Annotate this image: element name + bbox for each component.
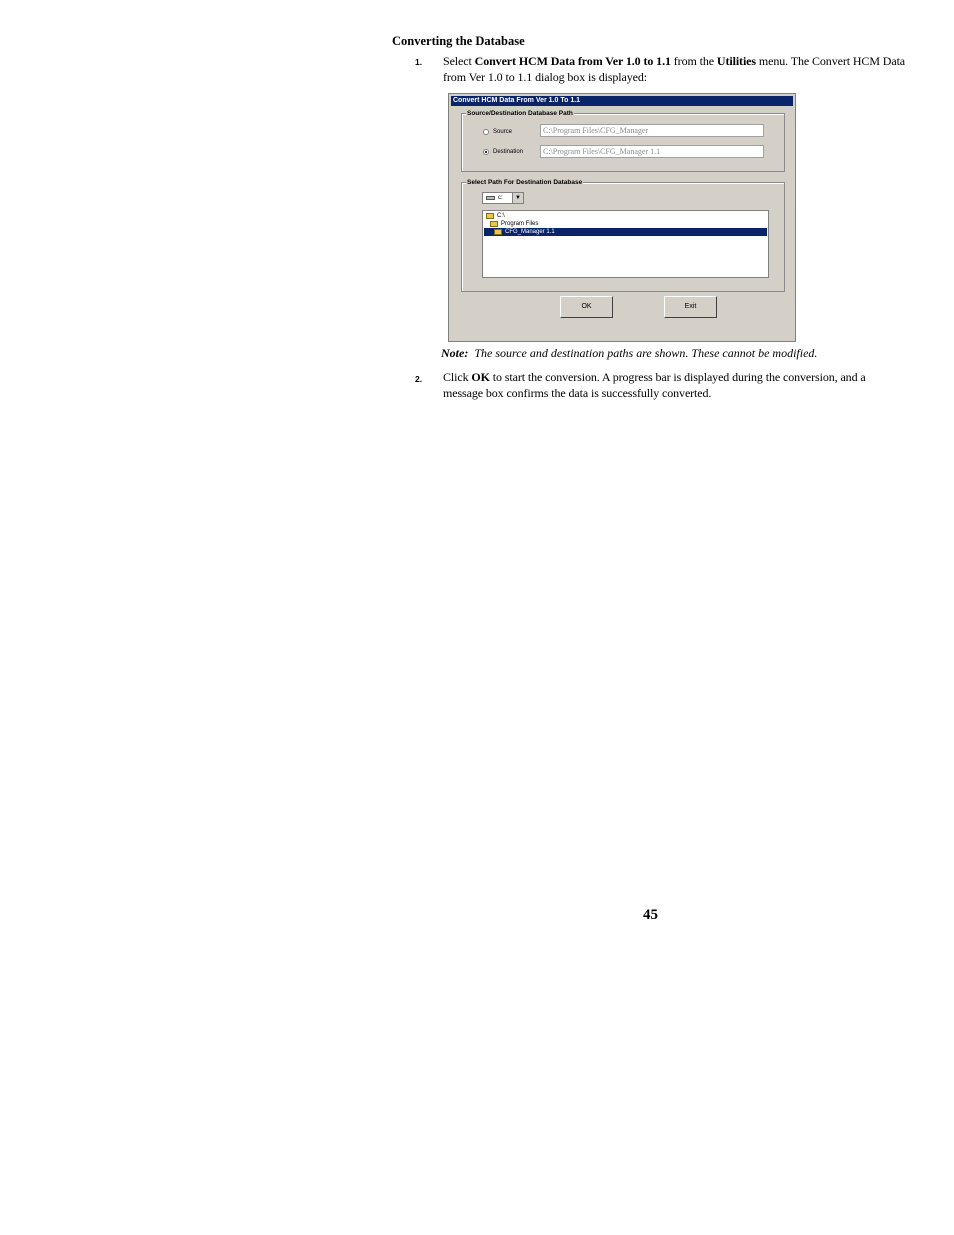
destination-radio[interactable]	[483, 149, 489, 155]
step-1-line-1	[443, 53, 905, 69]
step-1-line-2: from Ver 1.0 to 1.1 dialog box is displayed:	[443, 70, 648, 84]
page-number: 45	[643, 907, 658, 923]
note-text: The source and destination paths are shown. These cannot be modified.	[474, 346, 818, 360]
step-1-menu-command: Convert HCM Data from Ver 1.0 to 1.1	[474, 54, 671, 68]
step-1-menu-name: Utilities	[716, 54, 756, 68]
folder-icon	[490, 221, 498, 227]
exit-button[interactable]: Exit	[664, 296, 717, 318]
note-label: Note:	[441, 346, 469, 360]
folder-icon	[494, 229, 502, 235]
chevron-down-icon[interactable]: ▼	[512, 193, 523, 203]
step-2-line-1	[443, 369, 866, 385]
folder-label: Program Files	[501, 221, 539, 227]
destination-path-group-label: Select Path For Destination Database	[467, 179, 583, 186]
step-2-button-name: OK	[471, 370, 490, 384]
step-2-text: Click	[443, 370, 472, 384]
note	[441, 346, 817, 361]
step-2-line-2: message box confirms the data is successfully converted.	[443, 386, 712, 400]
step-2-number: 2.	[415, 374, 423, 384]
dialog-titlebar	[451, 96, 793, 106]
destination-path-group	[461, 179, 785, 292]
ok-button[interactable]: OK	[560, 296, 613, 318]
folder-item[interactable]	[484, 212, 767, 220]
folder-item[interactable]	[484, 228, 767, 236]
convert-dialog	[448, 93, 796, 342]
drive-value: c:	[498, 195, 503, 201]
step-1-number: 1.	[415, 57, 423, 67]
source-label: Source	[493, 129, 513, 135]
step-1-text: Select	[443, 54, 475, 68]
source-destination-group	[461, 110, 785, 172]
source-destination-group-label: Source/Destination Database Path	[467, 110, 573, 117]
step-1-text: from the	[670, 54, 717, 68]
step-2-text: to start the conversion. A progress bar is displayed during the conversion, and a	[489, 370, 866, 384]
destination-path-field[interactable]: C:\Program Files\CFG_Manager 1.1	[540, 145, 764, 158]
folder-label: C:\	[497, 213, 505, 219]
folder-icon	[486, 213, 494, 219]
folder-item[interactable]	[484, 220, 767, 228]
drive-icon	[486, 196, 495, 200]
dialog-title: Convert HCM Data From Ver 1.0 To 1.1	[453, 97, 581, 104]
step-1-text: menu. The Convert HCM Data	[755, 54, 906, 68]
source-radio[interactable]	[483, 129, 489, 135]
folder-list[interactable]	[482, 210, 769, 278]
source-path-field[interactable]: C:\Program Files\CFG_Manager	[540, 124, 764, 137]
section-heading: Converting the Database	[392, 34, 525, 48]
drive-select[interactable]	[482, 192, 524, 204]
folder-label: CFG_Manager 1.1	[505, 229, 555, 235]
destination-label: Destination	[493, 149, 524, 155]
